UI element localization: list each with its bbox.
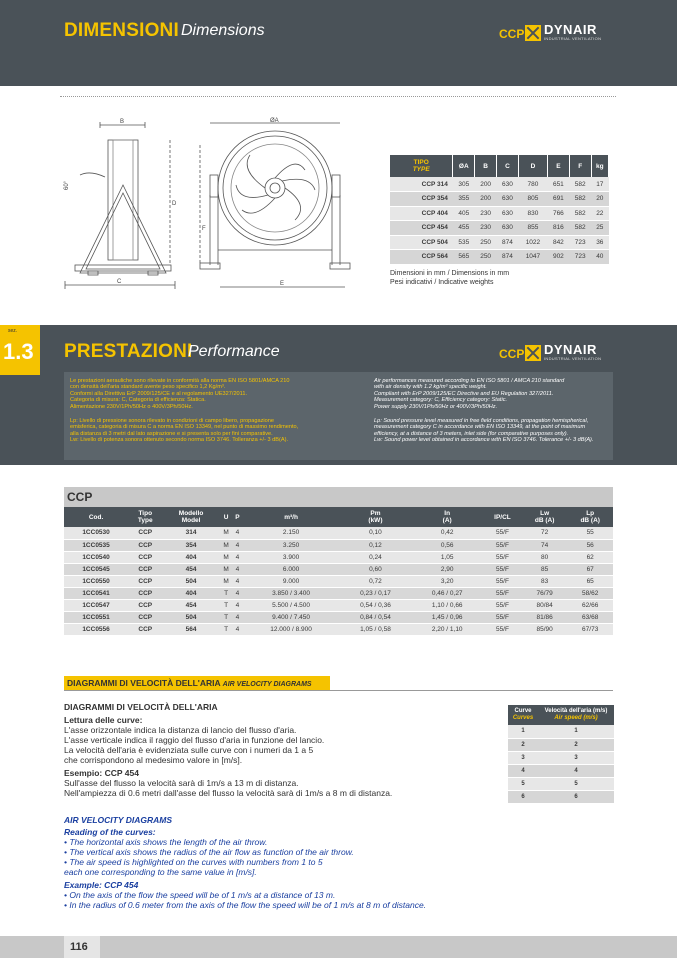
note-weights: Pesi indicativi / Indicative weights [390,279,494,286]
table-row [390,192,609,207]
table-cell: 55/F [483,575,522,587]
table-cell: 4 [232,587,242,599]
table-cell: M [220,575,233,587]
table-header-row [64,507,613,527]
table-cell: 0,42 [411,527,483,539]
table-cell: 454 [162,599,219,611]
table-cell: 4 [232,527,242,539]
table-cell: 4 [232,623,242,635]
velocity-bar: DIAGRAMMI DI VELOCITÀ DELL'ARIA AIR VELOCITY DIAGRAMS [64,676,330,690]
table-cell: 1,05 / 0,58 [340,623,412,635]
table-cell: 0,23 / 0,17 [340,587,412,599]
header-cell: Lp dB (A) [567,507,613,527]
header-cell: m³/h [243,507,340,527]
header-cell: Pm (kW) [340,507,412,527]
table-cell: 582 [569,177,591,192]
table-cell: 3,20 [411,575,483,587]
table-cell: 5 [508,777,538,790]
table-cell: 1CC0547 [64,599,128,611]
model-tag-2: CCP [499,347,525,361]
table-cell: CCP 504 [390,235,453,250]
dim-label-c: C [117,279,122,285]
table-row [508,764,614,777]
table-cell: 691 [547,192,569,207]
header-band-dimensions [0,0,677,86]
table-cell: 454 [162,563,219,575]
table-cell: M [220,527,233,539]
table-cell: 55/F [483,551,522,563]
table-cell: 842 [547,235,569,250]
page-number: 116 [64,936,100,958]
table-cell: 3.250 [243,539,340,551]
table-cell: 76/79 [522,587,568,599]
performance-title: PRESTAZIONI [64,341,193,362]
table-header-row [508,705,614,725]
table-cell: 0,12 [340,539,412,551]
table-cell: 4 [508,764,538,777]
table-cell: 805 [518,192,547,207]
header-cell: B [475,155,497,177]
table-cell: 4 [232,551,242,563]
table-cell: 3 [508,751,538,764]
table-cell: 1 [538,725,614,738]
table-cell: 72 [522,527,568,539]
table-cell: 1CC0530 [64,527,128,539]
table-cell: 74 [522,539,568,551]
header-curve: Curve Curves [508,705,538,725]
table-cell: 200 [475,192,497,207]
table-cell: CCP 564 [390,250,453,265]
table-cell: 404 [162,587,219,599]
table-cell: 2.150 [243,527,340,539]
table-row [64,575,613,587]
table-cell: 305 [453,177,475,192]
table-cell: 55/F [483,527,522,539]
table-cell: 723 [569,235,591,250]
header-cell: F [569,155,591,177]
table-cell: 0,24 [340,551,412,563]
header-cell: Cod. [64,507,128,527]
velocity-text-it: DIAGRAMMI DI VELOCITÀ DELL'ARIA Lettura delle curve: L'asse orizzontale indica la distanza di lancio del flusso d'aria. L'asse verticale indica il raggio del flusso d'aria in funzione del lancio. La velocità dell'aria è evidenziata sulle curve con i numeri da 1 a 5 che corrispondono al medesimo valore in [m/s]. Esempio: CCP 454 Sull'asse del flusso la velocità sarà di 1m/s a 13 m di distanza. Nell'ampiezza di 0.6 metri dall'asse del flusso la velocità sarà di 1m/s a 8 m di distanza. [64,702,393,798]
table-cell: 4 [232,563,242,575]
table-cell: 0,72 [340,575,412,587]
table-row [508,738,614,751]
table-cell: 874 [497,250,519,265]
header-cell: IP/CL [483,507,522,527]
table-cell: 4 [232,539,242,551]
footer-band [0,936,677,958]
table-cell: 56 [567,539,613,551]
table-cell: 504 [162,575,219,587]
angle-label: 60° [64,180,70,190]
table-row [508,790,614,803]
table-cell: 766 [547,206,569,221]
header-cell: In (A) [411,507,483,527]
header-cell: kg [591,155,608,177]
table-cell: 855 [518,221,547,236]
table-cell: 874 [497,235,519,250]
dynair-logo: DYNAIR INDUSTRIAL VENTILATION [525,24,601,41]
table-cell: 1CC0540 [64,551,128,563]
table-cell: 0,60 [340,563,412,575]
table-cell: CCP [128,551,162,563]
table-cell: 630 [497,221,519,236]
dim-label-d: D [172,201,177,207]
table-cell: 902 [547,250,569,265]
table-cell: CCP [128,563,162,575]
header-cell: Tipo Type [128,507,162,527]
table-cell: 1CC0545 [64,563,128,575]
table-cell: 0,56 [411,539,483,551]
table-cell: 22 [591,206,608,221]
table-cell: 200 [475,177,497,192]
table-cell: 0,46 / 0,27 [411,587,483,599]
table-cell: 63/68 [567,611,613,623]
table-cell: 1 [508,725,538,738]
table-cell: 1CC0541 [64,587,128,599]
table-cell: 55/F [483,563,522,575]
header-cell: C [497,155,519,177]
table-cell: 81/86 [522,611,568,623]
table-cell: 816 [547,221,569,236]
table-row [64,563,613,575]
table-cell: 5 [538,777,614,790]
table-cell: CCP [128,575,162,587]
info-italian: Le prestazioni aerauliche sono rilevate in conformità alla norma EN ISO 5801/AMCA 210 con densità dell'aria standard avente peso specifico 1,2 Kg/m³. Conformi alla Direttiva ErP 2009/125/CE e al regolamento UE327/2011. Categoria di misura: C, Categoria di efficienza: Statica. Alimentazione 230V/1Ph/50Hz o 400V/3Ph/50Hz. Lp: Livello di pressione sonora rilevato in condizioni di campo libero, propagazione emisferica, categoria di misura C a norma EN ISO 13349, nel punto di massimo rendimento, alla distanza di 3 metri dal lato aspirazione e si presenta solo per fini comparative. Lw: Livello di potenza sonora ottenuto secondo norma ISO 3746. Tolleranza +/- 3 dB(A). [70,378,299,444]
table-cell: 565 [453,250,475,265]
table-cell: 12.000 / 8.900 [243,623,340,635]
table-cell: 85/90 [522,623,568,635]
table-caption: CCP [64,487,613,507]
table-cell: 6 [508,790,538,803]
table-cell: 582 [569,192,591,207]
table-cell: CCP [128,587,162,599]
table-cell: CCP 404 [390,206,453,221]
fan-technical-drawing [60,115,380,295]
table-cell: 354 [162,539,219,551]
table-cell: CCP [128,539,162,551]
table-cell: 564 [162,623,219,635]
table-cell: 4 [232,575,242,587]
table-cell: 67/73 [567,623,613,635]
table-row [64,611,613,623]
table-cell: 80 [522,551,568,563]
table-cell: 0,84 / 0,54 [340,611,412,623]
table-cell: 455 [453,221,475,236]
table-cell: 582 [569,221,591,236]
table-row [64,527,613,539]
table-cell: CCP 454 [390,221,453,236]
table-cell: 1,45 / 0,96 [411,611,483,623]
info-box [64,372,613,460]
table-cell: 40 [591,250,608,265]
table-cell: 1CC0551 [64,611,128,623]
header-cell: D [518,155,547,177]
table-row [390,235,609,250]
table-cell: CCP [128,623,162,635]
table-row [64,599,613,611]
table-cell: 1CC0535 [64,539,128,551]
header-speed: Velocità dell'aria (m/s) Air speed (m/s) [538,705,614,725]
table-cell: 780 [518,177,547,192]
table-cell: 3.850 / 3.400 [243,587,340,599]
curves-table [508,705,614,804]
header-cell: U [220,507,233,527]
table-cell: 6.000 [243,563,340,575]
divider [60,96,616,97]
table-cell: 630 [497,206,519,221]
table-cell: M [220,563,233,575]
table-cell: 1,10 / 0,66 [411,599,483,611]
table-cell: 85 [522,563,568,575]
table-cell: 67 [567,563,613,575]
table-cell: 2,90 [411,563,483,575]
table-cell: 25 [591,221,608,236]
table-cell: 314 [162,527,219,539]
table-row [508,725,614,738]
table-cell: CCP 354 [390,192,453,207]
table-cell: CCP [128,527,162,539]
table-cell: 1CC0556 [64,623,128,635]
table-cell: 250 [475,235,497,250]
table-cell: 723 [569,250,591,265]
table-cell: 20 [591,192,608,207]
table-cell: M [220,539,233,551]
table-cell: 9.000 [243,575,340,587]
dimensions-title: DIMENSIONI [64,20,179,41]
dim-label-a: ØA [270,118,279,124]
table-cell: 630 [497,177,519,192]
table-row [64,551,613,563]
table-cell: 830 [518,206,547,221]
info-english: Air performances measured according to EN ISO 5801 / AMCA 210 standard with air density with 1.2 kg/m³ specific weight. Compliant with ErP 2009/125/EC Directive and EU Regulation 327/2011. Measurement category: C, Efficiency category: Static. Power supply 230V/1Ph/50Hz or 400V/3Ph/50Hz. Lp: Sound pressure level measured in free field conditions, propagation hemispherical, measurement category C in accordance with EN ISO 13349, at the point of maximum efficiency, at a distance of 3 meters, inlet side (for comparative purposes only). Lw: Sound power level obtained in accordance with EN ISO 3746. Tolerance +/- 3 dB(A). [374,378,594,444]
table-row [390,177,609,192]
header-cell: Modello Model [162,507,219,527]
header-cell: ØA [453,155,475,177]
table-cell: T [220,623,233,635]
table-header-row [390,155,609,177]
table-cell: 1022 [518,235,547,250]
table-cell: CCP [128,611,162,623]
table-row [390,206,609,221]
table-cell: 17 [591,177,608,192]
table-cell: 230 [475,206,497,221]
dimensions-subtitle: Dimensions [181,22,265,39]
dim-label-f: F [202,226,206,232]
table-row [64,539,613,551]
table-cell: 630 [497,192,519,207]
model-tag: CCP [499,27,525,41]
table-cell: T [220,611,233,623]
table-cell: 5.500 / 4.500 [243,599,340,611]
table-cell: 2,20 / 1,10 [411,623,483,635]
dim-label-b: B [120,119,125,125]
table-cell: M [220,551,233,563]
table-row [508,751,614,764]
table-cell: 3 [538,751,614,764]
table-cell: 2 [538,738,614,751]
table-cell: 355 [453,192,475,207]
table-cell: 0,54 / 0,36 [340,599,412,611]
table-cell: 6 [538,790,614,803]
table-cell: 504 [162,611,219,623]
dimensions-table [390,155,609,265]
table-cell: 1,05 [411,551,483,563]
fan-logo-icon [525,345,541,361]
table-row [390,250,609,265]
header-type: TIPO TYPE [390,155,453,177]
table-cell: 9.400 / 7.450 [243,611,340,623]
table-cell: 55/F [483,599,522,611]
table-cell: 83 [522,575,568,587]
table-cell: 4 [232,599,242,611]
table-cell: CCP [128,599,162,611]
table-cell: 4 [538,764,614,777]
table-cell: 582 [569,206,591,221]
table-cell: CCP 314 [390,177,453,192]
table-cell: 62 [567,551,613,563]
table-cell: T [220,587,233,599]
table-cell: 65 [567,575,613,587]
table-cell: 62/66 [567,599,613,611]
table-cell: 230 [475,221,497,236]
table-cell: 55/F [483,623,522,635]
table-row [64,623,613,635]
performance-subtitle: Performance [188,343,280,360]
dynair-logo-2: DYNAIR INDUSTRIAL VENTILATION [525,344,601,361]
table-cell: 4 [232,611,242,623]
table-cell: 1CC0550 [64,575,128,587]
table-cell: 58/62 [567,587,613,599]
table-cell: 55/F [483,539,522,551]
header-cell: Lw dB (A) [522,507,568,527]
section-number: 1.3 [3,339,34,364]
velocity-text-en: AIR VELOCITY DIAGRAMS Reading of the curves: • The horizontal axis shows the length of the air throw. • The vertical axis shows the radius of the air flow as function of the air throw. • The air speed is highlighted on the curves with numbers from 1 to 5 each one corresponding to the same value in [m/s]. Example: CCP 454 • On the axis of the flow the speed will be of 1 m/s at a distance of 13 m. • In the radius of 0.6 meter from the axis of the flow the speed will be of 1 m/s at 8 m of distance. [64,815,427,910]
fan-logo-icon [525,25,541,41]
table-cell: 55 [567,527,613,539]
table-cell: T [220,599,233,611]
table-cell: 651 [547,177,569,192]
header-cell: P [232,507,242,527]
table-row [508,777,614,790]
section-tab: sez. 1.3 [0,325,40,375]
table-cell: 1047 [518,250,547,265]
table-cell: 2 [508,738,538,751]
performance-table [64,487,613,636]
table-cell: 55/F [483,587,522,599]
table-cell: 80/84 [522,599,568,611]
header-cell: E [547,155,569,177]
table-cell: 0,10 [340,527,412,539]
table-cell: 250 [475,250,497,265]
table-row [390,221,609,236]
dim-label-e: E [280,281,285,287]
table-cell: 405 [453,206,475,221]
table-cell: 3.900 [243,551,340,563]
table-cell: 36 [591,235,608,250]
divider [64,690,613,691]
table-cell: 535 [453,235,475,250]
table-cell: 55/F [483,611,522,623]
table-row [64,587,613,599]
note-dimensions: Dimensioni in mm / Dimensions in mm [390,270,510,277]
table-cell: 404 [162,551,219,563]
